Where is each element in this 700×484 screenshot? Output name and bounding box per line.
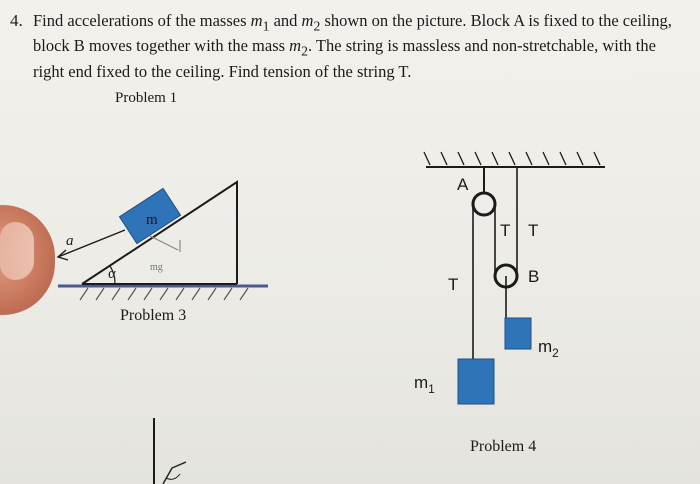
block-m1 xyxy=(458,359,494,404)
tension-right-label: T xyxy=(528,221,539,240)
question-number: 4. xyxy=(10,11,23,30)
block-m2 xyxy=(505,318,531,349)
mass-m1-label: $m_1$ xyxy=(414,373,435,396)
mass-m-label: m xyxy=(146,212,158,228)
problem-3-label: Problem 3 xyxy=(120,307,187,324)
ceiling-hatching xyxy=(424,152,600,165)
mass-m2-label: $m_2$ xyxy=(538,337,559,360)
block-b-label: B xyxy=(528,267,540,286)
partial-next-figure xyxy=(154,418,186,484)
angle-alpha-label: α xyxy=(108,266,116,282)
accel-a-label: a xyxy=(66,233,74,249)
weight-mg-label: mg xyxy=(150,262,163,273)
tension-middle-label: T xyxy=(500,221,511,240)
question-text: Find accelerations of the masses $m_1$ and $m_2$ shown on the picture. Block A is fixed to the ceiling, block B moves together with the mass $m_2$. The string is massless and non-stretchable, with the right end fixed to the ceiling. Find tension of the string T. xyxy=(33,11,672,81)
problem-1-label: Problem 1 xyxy=(115,90,178,106)
problem-4-label: Problem 4 xyxy=(470,438,537,455)
pulley-a xyxy=(473,193,495,215)
block-a-label: A xyxy=(457,175,469,194)
tension-left-label: T xyxy=(448,275,459,294)
ground-hatching xyxy=(80,288,248,300)
